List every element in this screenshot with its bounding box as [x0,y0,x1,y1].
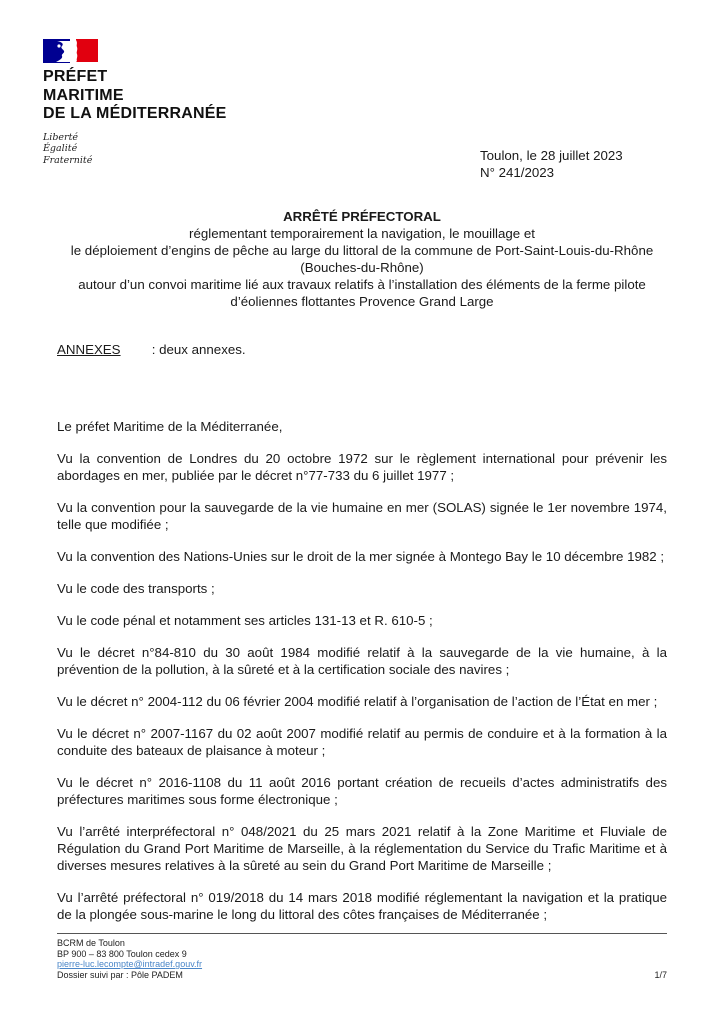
vu-paragraph: Vu le code pénal et notamment ses articles 131-13 et R. 610-5 ; [57,613,433,628]
vu-paragraph: Vu la convention pour la sauvegarde de la vie humaine en mer (SOLAS) signée le 1er novembre 1974, telle que modifiée ; [57,500,667,532]
vu-paragraph: Vu l’arrêté interpréfectoral n° 048/2021 du 25 mars 2021 relatif à la Zone Maritime et Fluviale de Régulation du Grand Port Maritime de Marseille, à la réglementation du Service du Trafic Maritime et à diverses mesures relatives à la sûreté au sein du Grand Port Maritime de Marseille ; [57,824,667,873]
republic-motto [43,132,226,167]
footer-dossier: Dossier suivi par : Pôle PADEM [57,969,183,980]
footer-office: BCRM de Toulon [57,938,125,948]
title-line: réglementant temporairement la navigation, le mouillage et [189,226,535,241]
title-line: d’éoliennes flottantes Provence Grand Large [230,294,494,309]
motto-line: Égalité [43,143,78,154]
page-number: 1/7 [654,969,667,980]
vu-paragraph: Vu le décret n° 2007-1167 du 02 août 2007 modifié relatif au permis de conduire et à la formation à la conduite des bateaux de plaisance à moteur ; [57,726,667,758]
vu-paragraph: Vu le décret n°84-810 du 30 août 1984 modifié relatif à la sauvegarde de la vie humaine, à la prévention de la pollution, à la sûreté et à la certification sociale des navires ; [57,645,667,677]
document-body [57,418,667,923]
vu-paragraph: Vu le code des transports ; [57,581,215,596]
footer-address: BP 900 – 83 800 Toulon cedex 9 [57,948,187,959]
annexes-line [57,342,246,357]
reference-number: N° 241/2023 [480,165,555,180]
marianne-flag-icon [43,38,99,64]
title-line: (Bouches-du-Rhône) [300,260,424,275]
contact-email-link[interactable]: pierre-luc.lecompte@intradef.gouv.fr [57,959,203,969]
date-reference-block [480,147,623,181]
motto-line: Liberté [43,131,79,143]
document-footer [57,933,667,980]
document-title [57,208,667,310]
place-date: Toulon, le 28 juillet 2023 [480,148,623,163]
vu-paragraph: Vu le décret n° 2016-1108 du 11 août 2016 portant création de recueils d’actes administratifs des préfectures maritimes sous forme électronique ; [57,775,667,807]
vu-paragraph: Vu l’arrêté préfectoral n° 019/2018 du 14 mars 2018 modifié réglementant la navigation et la pratique de la plongée sous-marine le long du littoral des côtes françaises de Méditerranée ; [57,890,667,922]
motto-line: Fraternité [43,154,93,166]
salutation-paragraph: Le préfet Maritime de la Méditerranée, [57,419,283,434]
vu-paragraph: Vu le décret n° 2004-112 du 06 février 2004 modifié relatif à l’organisation de l’action de l’État en mer ; [57,694,658,709]
vu-paragraph: Vu la convention de Londres du 20 octobre 1972 sur le règlement international pour prévenir les abordages en mer, publiée par le décret n°77-733 du 6 juillet 1977 ; [57,451,667,483]
brand-line: DE LA MÉDITERRANÉE [43,105,227,122]
annexes-value: : deux annexes. [151,342,246,357]
brand-line: MARITIME [43,86,124,104]
title-line: le déploiement d’engins de pêche au large du littoral de la commune de Port-Saint-Louis-du-Rhône [70,243,654,258]
title-line: autour d’un convoi maritime lié aux travaux relatifs à l’installation des éléments de la ferme pilote [78,277,646,292]
vu-paragraph: Vu la convention des Nations-Unies sur le droit de la mer signée à Montego Bay le 10 décembre 1982 ; [57,549,665,564]
annexes-label: ANNEXES [57,342,121,357]
title-heading: ARRÊTÉ PRÉFECTORAL [283,209,441,224]
brand-line: PRÉFET [43,68,108,85]
institution-name [43,68,226,124]
prefet-maritime-logo [43,38,226,166]
